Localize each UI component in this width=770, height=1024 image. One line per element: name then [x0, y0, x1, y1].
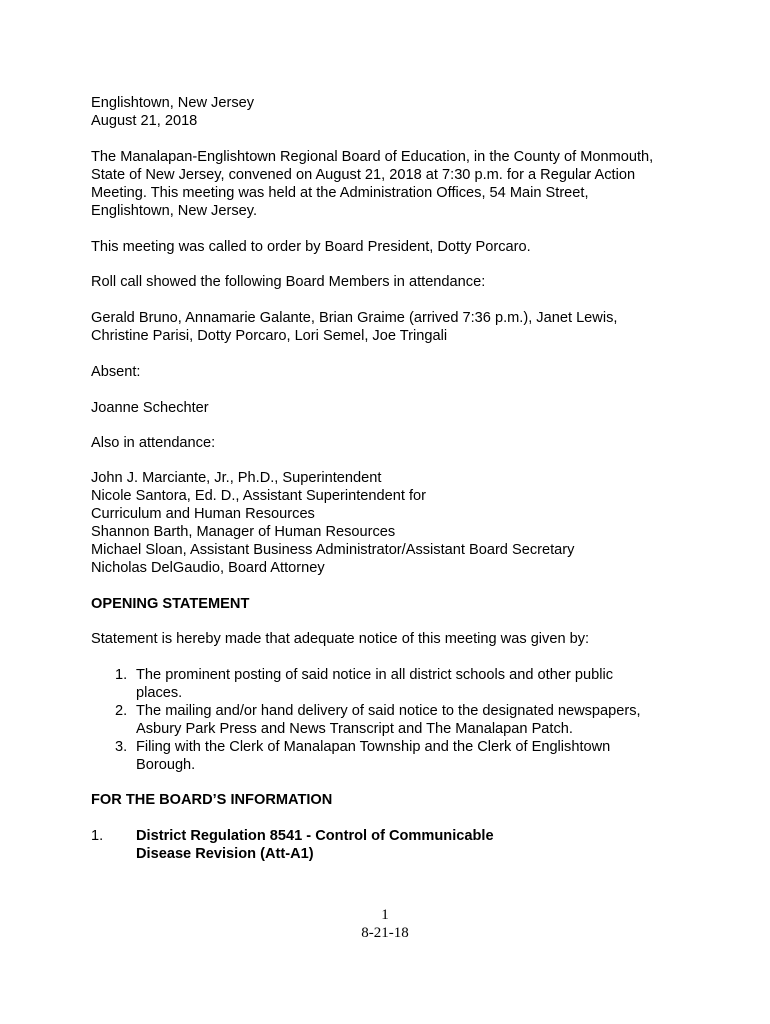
attendee-line: Shannon Barth, Manager of Human Resources [91, 524, 396, 540]
list-item-line: The mailing and/or hand delivery of said notice to the designated newspapers, [136, 703, 641, 719]
list-item [115, 666, 715, 702]
attendee-line: John J. Marciante, Jr., Ph.D., Superintendent [91, 470, 382, 486]
attendee-line: Nicholas DelGaudio, Board Attorney [91, 560, 325, 576]
intro-paragraph [91, 148, 691, 220]
list-item-line: Asbury Park Press and News Transcript and The Manalapan Patch. [136, 721, 573, 737]
statement-intro-text: Statement is hereby made that adequate notice of this meeting was given by: [91, 631, 590, 647]
absent-label-paragraph [91, 363, 691, 381]
intro-line: The Manalapan-Englishtown Regional Board of Education, in the County of Monmouth, [91, 149, 654, 165]
notice-list [115, 666, 715, 774]
roll-call-paragraph [91, 273, 691, 291]
location-line: Englishtown, New Jersey [91, 95, 255, 111]
list-item [115, 738, 715, 774]
absent-members-paragraph [91, 399, 691, 417]
members-line: Gerald Bruno, Annamarie Galante, Brian Graime (arrived 7:36 p.m.), Janet Lewis, [91, 310, 618, 326]
info-item-line: District Regulation 8541 - Control of Communicable [136, 828, 494, 844]
info-item-title [136, 827, 494, 863]
opening-statement-heading [91, 595, 691, 613]
members-present-paragraph [91, 309, 691, 345]
list-item-line: The prominent posting of said notice in all district schools and other public [136, 667, 613, 683]
also-label: Also in attendance: [91, 435, 216, 451]
list-item-line: Borough. [136, 757, 196, 773]
footer-date-code: 8-21-18 [361, 925, 409, 941]
list-item-line: places. [136, 685, 183, 701]
page-footer [0, 906, 770, 942]
roll-call-text: Roll call showed the following Board Members in attendance: [91, 274, 486, 290]
page-number: 1 [381, 907, 389, 923]
call-to-order-text: This meeting was called to order by Board President, Dotty Porcaro. [91, 239, 531, 255]
list-item-number: 2. [115, 703, 128, 719]
absent-members-text: Joanne Schechter [91, 400, 209, 416]
list-item-number: 1. [115, 667, 128, 683]
header-block [91, 94, 691, 130]
call-to-order-paragraph [91, 238, 691, 256]
date-line: August 21, 2018 [91, 113, 198, 129]
also-label-paragraph [91, 434, 691, 452]
members-line: Christine Parisi, Dotty Porcaro, Lori Semel, Joe Tringali [91, 328, 448, 344]
opening-heading-text: OPENING STATEMENT [91, 596, 250, 612]
intro-line: Englishtown, New Jersey. [91, 203, 258, 219]
info-item-number: 1. [91, 828, 104, 844]
intro-line: State of New Jersey, convened on August 21, 2018 at 7:30 p.m. for a Regular Action [91, 167, 636, 183]
intro-line: Meeting. This meeting was held at the Administration Offices, 54 Main Street, [91, 185, 589, 201]
list-item-number: 3. [115, 739, 128, 755]
attendee-line: Michael Sloan, Assistant Business Administrator/Assistant Board Secretary [91, 542, 575, 558]
list-item-line: Filing with the Clerk of Manalapan Township and the Clerk of Englishtown [136, 739, 611, 755]
absent-label: Absent: [91, 364, 141, 380]
attendee-line: Curriculum and Human Resources [91, 506, 315, 522]
also-attendees-paragraph [91, 469, 691, 577]
statement-intro-paragraph [91, 630, 691, 648]
info-heading-text: FOR THE BOARD’S INFORMATION [91, 792, 333, 808]
attendee-line: Nicole Santora, Ed. D., Assistant Superintendent for [91, 488, 427, 504]
info-item-line: Disease Revision (Att-A1) [136, 846, 314, 862]
list-item [115, 702, 715, 738]
board-information-heading [91, 791, 691, 809]
